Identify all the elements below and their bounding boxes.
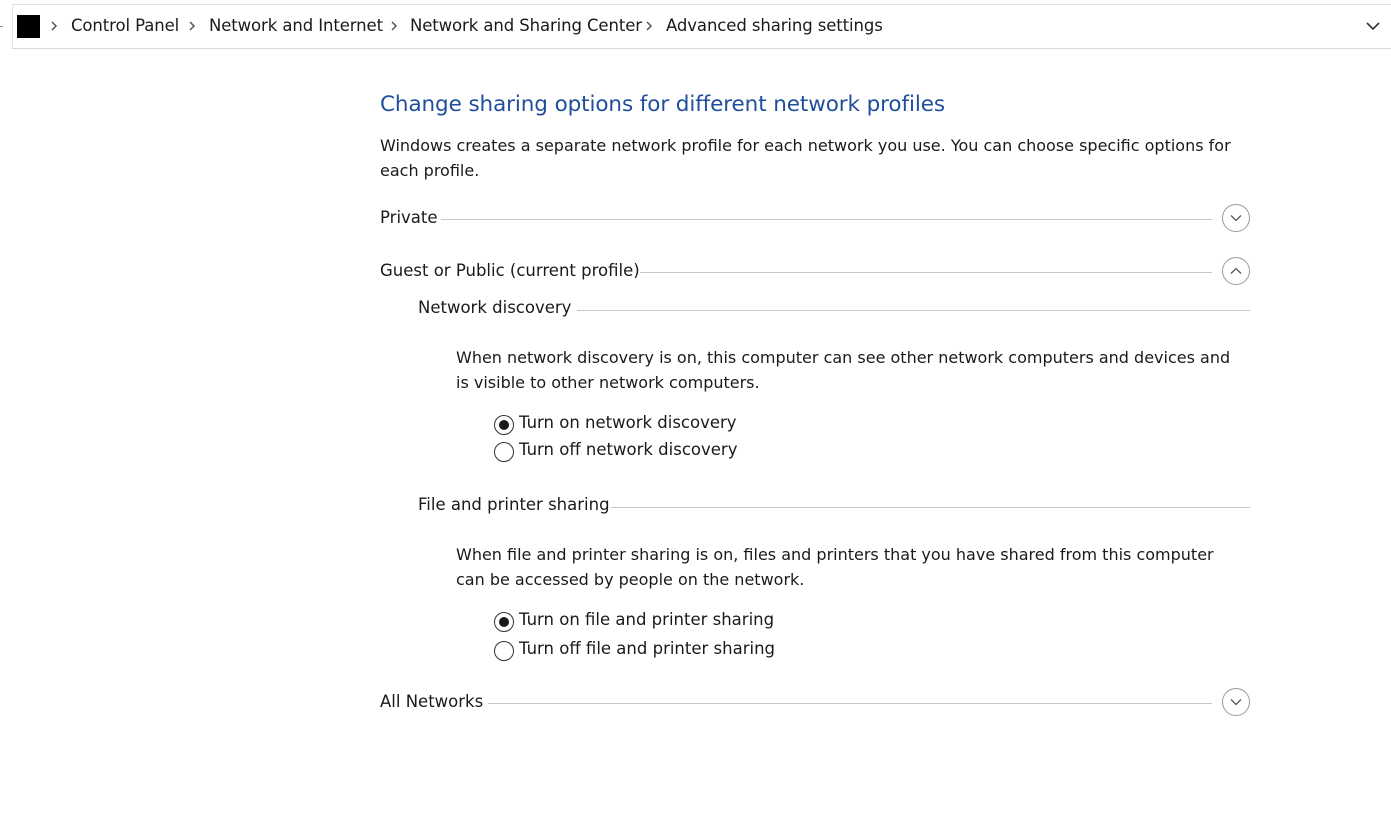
expand-all-networks-button[interactable] <box>1222 688 1250 716</box>
address-bar[interactable] <box>12 4 1391 49</box>
network-discovery-header <box>418 298 1250 322</box>
profile-section-all-networks[interactable] <box>380 688 1250 718</box>
chevron-right-icon[interactable] <box>49 18 59 34</box>
profile-label-all-networks[interactable]: All Networks <box>380 692 484 711</box>
breadcrumb-network-and-sharing-center[interactable]: Network and Sharing Center <box>410 16 642 35</box>
file-printer-sharing-header <box>418 495 1250 519</box>
profile-label-guest-public[interactable]: Guest or Public (current profile) <box>380 261 640 280</box>
file-printer-sharing-heading: File and printer sharing <box>418 495 610 514</box>
chevron-up-icon <box>1230 266 1242 276</box>
breadcrumb-control-panel[interactable]: Control Panel <box>71 16 180 35</box>
radio-label[interactable]: Turn off file and printer sharing <box>519 639 776 658</box>
profile-section-private[interactable] <box>380 204 1250 234</box>
collapse-guest-public-button[interactable] <box>1222 257 1250 285</box>
chevron-down-icon <box>1230 213 1242 223</box>
window-edge-mark <box>0 26 3 27</box>
address-history-dropdown-icon[interactable] <box>1365 18 1381 34</box>
breadcrumb-network-and-internet[interactable]: Network and Internet <box>209 16 383 35</box>
control-panel-icon[interactable] <box>17 15 40 38</box>
chevron-right-icon[interactable] <box>187 18 197 34</box>
chevron-right-icon[interactable] <box>644 18 654 34</box>
expand-private-button[interactable] <box>1222 204 1250 232</box>
radio-turn-on-file-printer-sharing[interactable] <box>494 612 514 632</box>
radio-label[interactable]: Turn on file and printer sharing <box>519 610 775 629</box>
breadcrumb-advanced-sharing-settings[interactable]: Advanced sharing settings <box>666 16 883 35</box>
section-divider <box>633 272 1212 273</box>
radio-turn-on-network-discovery[interactable] <box>494 415 514 435</box>
page-description: Windows creates a separate network profile for each network you use. You can choose specific options for each profile. <box>380 136 1231 180</box>
section-divider <box>611 507 1250 508</box>
section-divider <box>441 219 1212 220</box>
radio-label[interactable]: Turn off network discovery <box>519 440 738 459</box>
section-divider <box>488 703 1212 704</box>
section-divider <box>577 310 1250 311</box>
chevron-down-icon <box>1230 697 1242 707</box>
file-printer-sharing-description: When file and printer sharing is on, files and printers that you have shared from this computer can be accessed by people on the network. <box>456 545 1214 589</box>
page-title: Change sharing options for different network profiles <box>380 92 945 117</box>
radio-turn-off-file-printer-sharing[interactable] <box>494 641 514 661</box>
profile-section-guest-public[interactable] <box>380 257 1250 287</box>
network-discovery-heading: Network discovery <box>418 298 572 317</box>
radio-turn-off-network-discovery[interactable] <box>494 442 514 462</box>
profile-label-private[interactable]: Private <box>380 208 438 227</box>
network-discovery-description: When network discovery is on, this computer can see other network computers and devices and is visible to other network computers. <box>456 348 1231 392</box>
chevron-right-icon[interactable] <box>389 18 399 34</box>
radio-label[interactable]: Turn on network discovery <box>519 413 737 432</box>
